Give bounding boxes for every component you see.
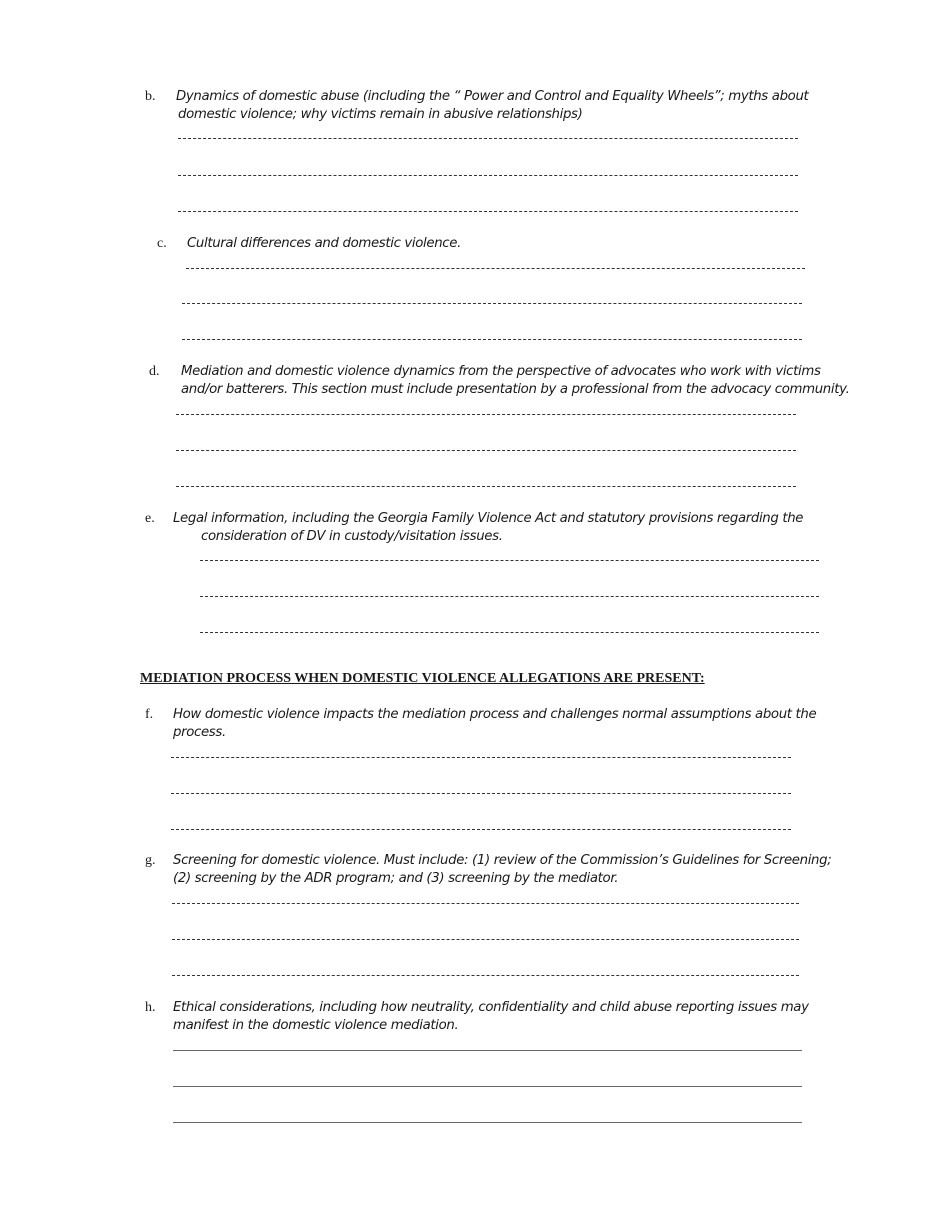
section-g-answer-line-2[interactable] xyxy=(172,939,799,940)
section-h-text-line-2: manifest in the domestic violence mediation. xyxy=(173,1018,459,1033)
section-g-text-line-2: (2) screening by the ADR program; and (3) screening by the mediator. xyxy=(173,871,619,886)
section-f-answer-line-3[interactable] xyxy=(171,829,791,830)
section-c-answer-line-3[interactable] xyxy=(182,339,802,340)
section-h-text-line-1: Ethical considerations, including how neutrality, confidentiality and child abuse reporting issues may xyxy=(173,1000,809,1015)
section-b-answer-line-2[interactable] xyxy=(178,175,798,176)
section-d-text-line-1: Mediation and domestic violence dynamics from the perspective of advocates who work with victims xyxy=(181,364,821,379)
section-e-text-line-2: consideration of DV in custody/visitation issues. xyxy=(201,529,503,544)
section-g-letter: g. xyxy=(145,853,156,868)
section-d-text-line-2: and/or batterers. This section must include presentation by a professional from the advocacy community. xyxy=(181,382,850,397)
section-e-text-line-1: Legal information, including the Georgia Family Violence Act and statutory provisions regarding the xyxy=(173,511,804,526)
section-h-letter: h. xyxy=(145,1000,156,1015)
section-c-letter: c. xyxy=(157,236,167,251)
section-b-answer-line-1[interactable] xyxy=(178,138,798,139)
section-h-answer-line-2[interactable] xyxy=(173,1086,802,1087)
section-b-letter: b. xyxy=(145,89,156,104)
section-e-answer-line-2[interactable] xyxy=(200,596,819,597)
section-f-answer-line-2[interactable] xyxy=(171,793,791,794)
section-h-answer-line-1[interactable] xyxy=(173,1050,802,1051)
section-d-answer-line-3[interactable] xyxy=(176,486,796,487)
section-h-answer-line-3[interactable] xyxy=(173,1122,802,1123)
section-c-answer-line-1[interactable] xyxy=(186,268,805,269)
section-e-answer-line-3[interactable] xyxy=(200,632,819,633)
section-d-answer-line-1[interactable] xyxy=(176,414,796,415)
section-c-answer-line-2[interactable] xyxy=(182,303,802,304)
section-b-answer-line-3[interactable] xyxy=(178,211,798,212)
section-g-answer-line-1[interactable] xyxy=(172,903,799,904)
section-b-text-line-1: Dynamics of domestic abuse (including the “ Power and Control and Equality Wheels”; myths about xyxy=(176,89,809,104)
section-f-answer-line-1[interactable] xyxy=(171,757,791,758)
section-b-text-line-2: domestic violence; why victims remain in abusive relationships) xyxy=(178,107,583,122)
section-e-answer-line-1[interactable] xyxy=(200,560,819,561)
section-f-text-line-2: process. xyxy=(173,725,226,740)
section-c-text-line-1: Cultural differences and domestic violence. xyxy=(187,236,461,251)
section-heading: MEDIATION PROCESS WHEN DOMESTIC VIOLENCE ALLEGATIONS ARE PRESENT: xyxy=(140,671,705,686)
section-d-answer-line-2[interactable] xyxy=(176,450,796,451)
section-g-answer-line-3[interactable] xyxy=(172,975,799,976)
section-e-letter: e. xyxy=(145,511,155,526)
section-f-text-line-1: How domestic violence impacts the mediation process and challenges normal assumptions about the xyxy=(173,707,817,722)
section-d-letter: d. xyxy=(149,364,160,379)
section-f-letter: f. xyxy=(145,707,154,722)
section-g-text-line-1: Screening for domestic violence. Must include: (1) review of the Commission’s Guidelines for Screening; xyxy=(173,853,832,868)
